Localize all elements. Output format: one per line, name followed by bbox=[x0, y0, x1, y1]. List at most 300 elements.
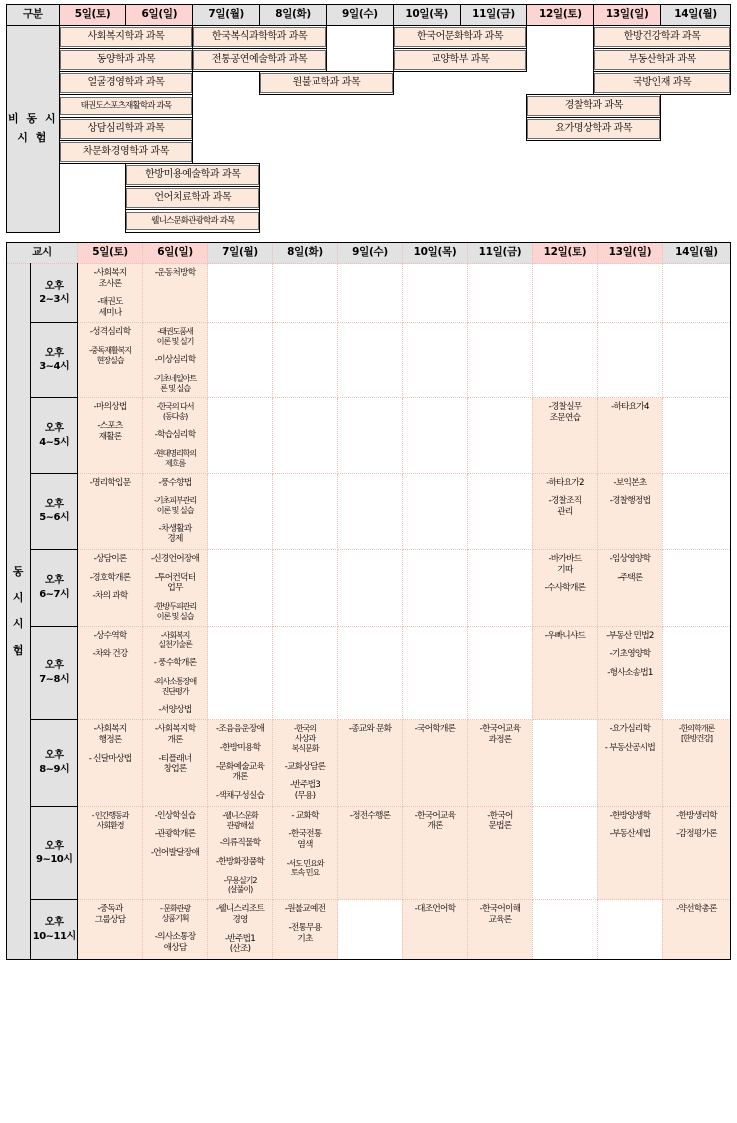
day-header-8: 12일(토) bbox=[532, 243, 597, 264]
async-empty-slot bbox=[527, 49, 594, 72]
exam-cell bbox=[208, 806, 273, 900]
day-header-10: 14일(월) bbox=[661, 5, 731, 26]
async-course-label: 부동산학과 과목 bbox=[594, 50, 730, 71]
exam-cell bbox=[143, 900, 208, 959]
day-header-2: 6일(일) bbox=[143, 243, 208, 264]
async-empty-slot bbox=[326, 187, 393, 210]
exam-cell bbox=[597, 550, 662, 627]
exam-course-item: -종교와 문화 bbox=[348, 724, 392, 735]
exam-course-item: -국어학개론 bbox=[414, 724, 456, 735]
exam-course-item: -형사소송법1 bbox=[607, 667, 653, 678]
exam-course-item: -부동산 민법2 bbox=[606, 630, 654, 641]
table-header-row bbox=[7, 5, 731, 26]
exam-cell bbox=[597, 473, 662, 550]
exam-cell bbox=[143, 720, 208, 806]
exam-cell bbox=[143, 264, 208, 323]
async-course-slot bbox=[260, 72, 394, 95]
exam-course-item: -요가심리학 bbox=[609, 724, 651, 735]
exam-course-item: -중독재활복지 현장실습 bbox=[88, 345, 132, 365]
day-header-1: 5일(토) bbox=[78, 243, 143, 264]
exam-cell bbox=[273, 720, 338, 806]
exam-cell bbox=[402, 900, 467, 959]
exam-course-item: -중독과 그룹상담 bbox=[94, 904, 126, 925]
async-course-slot bbox=[59, 118, 193, 141]
exam-course-item: -스포츠 재활론 bbox=[97, 421, 123, 442]
exam-course-item: -이상심리학 bbox=[154, 355, 196, 366]
async-empty-slot bbox=[59, 187, 126, 210]
exam-course-item: -운동처방학 bbox=[154, 268, 196, 278]
async-course-label: 요가명상학과 과목 bbox=[527, 119, 660, 140]
exam-course-item: -사회복지학 개론 bbox=[154, 724, 196, 745]
async-empty-slot bbox=[393, 187, 460, 210]
async-course-slot bbox=[594, 49, 731, 72]
async-empty-slot bbox=[594, 210, 661, 233]
async-empty-slot bbox=[326, 118, 393, 141]
exam-cell-empty bbox=[402, 323, 467, 398]
async-course-label: 태권도스포츠재활학과 과목 bbox=[60, 97, 193, 116]
async-course-label: 한방미용예술학과 과목 bbox=[126, 165, 259, 186]
exam-cell bbox=[597, 720, 662, 806]
async-empty-slot bbox=[460, 210, 527, 233]
exam-course-item: - 교화학 bbox=[291, 810, 319, 821]
async-empty-slot bbox=[326, 210, 393, 233]
exam-course-item: -기초피부관리 이론 및 실습 bbox=[153, 495, 197, 515]
day-header-9: 13일(일) bbox=[594, 5, 661, 26]
day-header-3: 7일(월) bbox=[208, 243, 273, 264]
async-course-slot bbox=[527, 95, 661, 118]
exam-cell-empty bbox=[402, 264, 467, 323]
async-empty-slot bbox=[527, 141, 594, 164]
async-empty-slot bbox=[326, 141, 393, 164]
exam-course-item: -한국어교육 과정론 bbox=[479, 724, 521, 745]
exam-course-item: -차의 과학 bbox=[92, 591, 128, 602]
exam-course-item: -무용실기2 (살풀이) bbox=[223, 874, 257, 895]
exam-cell-empty bbox=[208, 626, 273, 720]
exam-course-item: -경찰행정법 bbox=[609, 496, 651, 507]
exam-course-item: -현대명리학의 제흐름 bbox=[153, 447, 197, 468]
exam-cell bbox=[143, 473, 208, 550]
day-header-6: 10일(목) bbox=[402, 243, 467, 264]
async-empty-slot bbox=[393, 95, 460, 118]
async-empty-slot bbox=[661, 141, 731, 164]
exam-cell-empty bbox=[208, 398, 273, 473]
exam-cell-empty bbox=[402, 550, 467, 627]
exam-cell-empty bbox=[338, 264, 403, 323]
async-empty-slot bbox=[260, 95, 327, 118]
exam-cell-empty bbox=[338, 626, 403, 720]
exam-course-item: - 문화관광 상품기획 bbox=[159, 903, 191, 924]
async-empty-slot bbox=[260, 164, 327, 187]
day-header-5: 9일(수) bbox=[326, 5, 393, 26]
exam-cell-empty bbox=[532, 720, 597, 806]
period-row bbox=[7, 398, 731, 473]
async-row bbox=[7, 95, 731, 118]
async-empty-slot bbox=[460, 118, 527, 141]
exam-course-item: -한국어이해 교육론 bbox=[479, 904, 521, 925]
exam-course-item: -성격심리학 bbox=[89, 327, 131, 338]
exam-course-item: -한방화장품학 bbox=[215, 857, 265, 868]
exam-cell bbox=[143, 806, 208, 900]
async-empty-slot bbox=[260, 118, 327, 141]
async-course-slot bbox=[59, 72, 193, 95]
exam-course-item: -의사소통장애 진단평가 bbox=[153, 675, 197, 696]
async-empty-slot bbox=[661, 187, 731, 210]
day-header-7: 11일(금) bbox=[460, 5, 527, 26]
exam-cell-empty bbox=[338, 900, 403, 959]
table1-corner-label: 구분 bbox=[7, 5, 60, 26]
exam-cell bbox=[597, 806, 662, 900]
exam-course-item: -반주법3 (무용) bbox=[289, 780, 321, 802]
async-course-label: 국방인재 과목 bbox=[594, 73, 730, 94]
async-course-slot bbox=[126, 210, 260, 233]
exam-cell bbox=[273, 900, 338, 959]
exam-course-item: -한국어교육 개론 bbox=[414, 810, 456, 832]
async-empty-slot bbox=[527, 26, 594, 49]
exam-cell-empty bbox=[662, 550, 730, 627]
async-section-label: 비 동 시 시 험 bbox=[7, 26, 60, 233]
exam-course-item: -한의학개론 [한방건강] bbox=[678, 723, 715, 744]
exam-course-item: -색채구성실습 bbox=[215, 790, 265, 801]
exam-cell-empty bbox=[467, 398, 532, 473]
exam-cell bbox=[532, 398, 597, 473]
async-course-slot bbox=[126, 187, 260, 210]
exam-cell-empty bbox=[208, 550, 273, 627]
async-course-label: 원불교학과 과목 bbox=[260, 73, 393, 94]
async-course-label: 상담심리학과 과목 bbox=[60, 119, 193, 140]
async-empty-slot bbox=[326, 26, 393, 49]
async-course-label: 언어치료학과 과목 bbox=[126, 188, 259, 209]
exam-cell bbox=[532, 550, 597, 627]
sync-section-label: 동 시 시 험 bbox=[7, 264, 31, 960]
async-empty-slot bbox=[193, 118, 260, 141]
exam-cell-empty bbox=[467, 550, 532, 627]
sync-exam-table bbox=[6, 242, 731, 960]
exam-cell bbox=[467, 806, 532, 900]
exam-course-item: -기초네일아트 론 및 실습 bbox=[153, 372, 197, 393]
async-empty-slot bbox=[460, 95, 527, 118]
exam-cell-empty bbox=[273, 323, 338, 398]
exam-course-item: -수사학개론 bbox=[544, 583, 586, 594]
exam-cell bbox=[78, 264, 143, 323]
exam-cell bbox=[78, 550, 143, 627]
day-header-2: 6일(일) bbox=[126, 5, 193, 26]
exam-course-item: -서도 민요와 토속 민요 bbox=[286, 857, 324, 878]
exam-course-item: -경찰조직 관리 bbox=[548, 496, 582, 517]
exam-cell bbox=[78, 900, 143, 959]
async-course-label: 차문화경영학과 과목 bbox=[60, 142, 193, 163]
period-label-7: 오후 8~9시 bbox=[31, 720, 78, 806]
exam-cell-empty bbox=[532, 806, 597, 900]
exam-course-item: -경찰실무 조문연습 bbox=[548, 402, 582, 424]
day-header-8: 12일(토) bbox=[527, 5, 594, 26]
exam-cell bbox=[78, 398, 143, 473]
exam-cell-empty bbox=[662, 473, 730, 550]
exam-course-item: -사회복지 행정론 bbox=[93, 724, 127, 745]
async-empty-slot bbox=[59, 210, 126, 233]
async-empty-slot bbox=[460, 141, 527, 164]
period-label-9: 오후 10~11시 bbox=[31, 900, 78, 959]
exam-course-item: -한방생리학 bbox=[676, 810, 717, 821]
day-header-4: 8일(화) bbox=[260, 5, 327, 26]
exam-cell bbox=[662, 720, 730, 806]
async-empty-slot bbox=[460, 72, 527, 95]
exam-course-item: -원불교예전 bbox=[284, 904, 326, 915]
exam-course-item: -문화예술교육 개론 bbox=[215, 761, 265, 783]
async-empty-slot bbox=[260, 187, 327, 210]
async-course-label: 경찰학과 과목 bbox=[527, 96, 660, 117]
exam-course-item: -웰니스문화 관광해설 bbox=[222, 809, 258, 830]
day-header-3: 7일(월) bbox=[193, 5, 260, 26]
table2-corner-label: 교시 bbox=[7, 243, 78, 264]
async-course-slot bbox=[393, 26, 527, 49]
async-empty-slot bbox=[527, 164, 594, 187]
exam-cell bbox=[208, 720, 273, 806]
async-empty-slot bbox=[193, 72, 260, 95]
exam-cell-empty bbox=[338, 398, 403, 473]
exam-course-item: -마의상법 bbox=[93, 402, 127, 413]
async-empty-slot bbox=[326, 95, 393, 118]
exam-course-item: - 부동산공시법 bbox=[604, 742, 656, 753]
async-course-slot bbox=[594, 72, 731, 95]
exam-cell bbox=[78, 720, 143, 806]
async-empty-slot bbox=[527, 210, 594, 233]
day-header-9: 13일(일) bbox=[597, 243, 662, 264]
exam-cell-empty bbox=[402, 398, 467, 473]
async-row bbox=[7, 118, 731, 141]
async-course-label: 한방건강학과 과목 bbox=[594, 27, 730, 48]
async-empty-slot bbox=[661, 210, 731, 233]
async-course-label: 얼굴경영학과 과목 bbox=[60, 73, 193, 94]
exam-cell bbox=[143, 550, 208, 627]
async-course-slot bbox=[59, 141, 193, 164]
exam-cell bbox=[338, 806, 403, 900]
exam-course-item: -태권도 세미나 bbox=[97, 297, 123, 318]
async-empty-slot bbox=[661, 95, 731, 118]
async-row bbox=[7, 210, 731, 233]
exam-cell bbox=[597, 626, 662, 720]
async-course-slot bbox=[393, 49, 527, 72]
exam-cell bbox=[467, 900, 532, 959]
exam-course-item: -한방미용학 bbox=[219, 742, 261, 753]
exam-cell-empty bbox=[662, 323, 730, 398]
async-course-label: 웰니스문화관광학과 과목 bbox=[126, 212, 259, 231]
exam-cell-empty bbox=[467, 323, 532, 398]
async-course-label: 한국복식과학학과 과목 bbox=[193, 27, 326, 48]
async-row bbox=[7, 26, 731, 49]
async-row bbox=[7, 141, 731, 164]
exam-cell-empty bbox=[208, 264, 273, 323]
exam-course-item: -조음음운장애 bbox=[215, 724, 265, 735]
async-empty-slot bbox=[393, 141, 460, 164]
exam-course-item: -한방양생학 bbox=[609, 810, 651, 821]
exam-cell-empty bbox=[338, 550, 403, 627]
async-empty-slot bbox=[594, 187, 661, 210]
exam-cell bbox=[78, 806, 143, 900]
exam-course-item: -명리학입문 bbox=[89, 477, 131, 488]
async-empty-slot bbox=[326, 164, 393, 187]
exam-cell bbox=[402, 720, 467, 806]
exam-course-item: -의사소통장 애상담 bbox=[154, 932, 196, 953]
async-exam-table bbox=[6, 4, 731, 233]
exam-cell-empty bbox=[402, 626, 467, 720]
async-course-slot bbox=[527, 118, 661, 141]
exam-course-item: -한국의 다서 (동다송) bbox=[156, 401, 194, 422]
async-course-label: 한국어문화학과 과목 bbox=[394, 27, 527, 48]
async-row bbox=[7, 49, 731, 72]
exam-cell-empty bbox=[597, 264, 662, 323]
exam-course-item: -한국전통 염색 bbox=[288, 829, 322, 850]
exam-cell-empty bbox=[273, 398, 338, 473]
exam-cell bbox=[78, 626, 143, 720]
exam-course-item: -웰니스리조트 경영 bbox=[215, 904, 265, 925]
exam-cell-empty bbox=[273, 264, 338, 323]
async-row bbox=[7, 164, 731, 187]
exam-cell-empty bbox=[467, 473, 532, 550]
period-row bbox=[7, 626, 731, 720]
day-header-6: 10일(목) bbox=[393, 5, 460, 26]
exam-course-item: -보익본초 bbox=[613, 477, 647, 488]
period-label-4: 오후 5~6시 bbox=[31, 473, 78, 550]
exam-course-item: -상담이론 bbox=[93, 554, 127, 565]
exam-cell-empty bbox=[532, 900, 597, 959]
exam-cell bbox=[143, 626, 208, 720]
exam-cell-empty bbox=[662, 626, 730, 720]
exam-course-item: -기초영양학 bbox=[609, 649, 651, 660]
exam-course-item: -하타요가2 bbox=[546, 477, 584, 488]
exam-cell-empty bbox=[273, 626, 338, 720]
async-row bbox=[7, 187, 731, 210]
async-course-label: 동양학과 과목 bbox=[60, 50, 193, 71]
exam-cell bbox=[597, 398, 662, 473]
exam-cell bbox=[78, 323, 143, 398]
exam-course-item: -신경언어장애 bbox=[150, 554, 200, 565]
async-course-slot bbox=[126, 164, 260, 187]
exam-cell-empty bbox=[338, 323, 403, 398]
async-empty-slot bbox=[260, 141, 327, 164]
async-course-label: 교양학부 과목 bbox=[394, 50, 527, 71]
async-empty-slot bbox=[527, 187, 594, 210]
exam-course-item: -상수역학 bbox=[93, 630, 127, 641]
exam-course-item: -관광학개론 bbox=[154, 829, 196, 840]
exam-course-item: -한방두피관리 이론 및 실습 bbox=[153, 600, 197, 621]
exam-course-item: - 풍수학개론 bbox=[153, 658, 197, 669]
exam-cell bbox=[662, 900, 730, 959]
day-header-7: 11일(금) bbox=[467, 243, 532, 264]
exam-course-item: -부동산세법 bbox=[609, 829, 651, 840]
async-row bbox=[7, 72, 731, 95]
period-label-8: 오후 9~10시 bbox=[31, 806, 78, 900]
exam-course-item: -전통무용 기초 bbox=[288, 922, 322, 944]
exam-course-item: -차와 건강 bbox=[92, 649, 128, 660]
period-row bbox=[7, 720, 731, 806]
day-header-4: 8일(화) bbox=[273, 243, 338, 264]
async-course-slot bbox=[59, 26, 193, 49]
exam-course-item: -하타요가4 bbox=[611, 402, 649, 413]
exam-cell-empty bbox=[662, 398, 730, 473]
exam-cell bbox=[467, 720, 532, 806]
exam-cell bbox=[273, 806, 338, 900]
exam-cell-empty bbox=[208, 323, 273, 398]
exam-course-item: -풍수향법 bbox=[158, 477, 192, 488]
day-header-10: 14일(월) bbox=[662, 243, 730, 264]
period-row bbox=[7, 264, 731, 323]
async-empty-slot bbox=[393, 164, 460, 187]
exam-cell-empty bbox=[402, 473, 467, 550]
exam-course-item: -한국어 문법론 bbox=[487, 810, 513, 832]
async-empty-slot bbox=[260, 210, 327, 233]
exam-cell-empty bbox=[273, 550, 338, 627]
table-header-row bbox=[7, 243, 731, 264]
async-empty-slot bbox=[393, 210, 460, 233]
exam-cell bbox=[532, 473, 597, 550]
async-empty-slot bbox=[393, 72, 460, 95]
exam-course-item: -티플래너 창업론 bbox=[158, 753, 192, 775]
exam-cell-empty bbox=[208, 473, 273, 550]
period-row bbox=[7, 323, 731, 398]
async-empty-slot bbox=[527, 72, 594, 95]
async-course-slot bbox=[193, 49, 327, 72]
exam-cell bbox=[338, 720, 403, 806]
exam-course-item: -바가바드 기따 bbox=[548, 554, 582, 575]
exam-cell-empty bbox=[532, 264, 597, 323]
exam-course-item: -감정평가론 bbox=[676, 829, 717, 840]
async-course-slot bbox=[59, 95, 193, 118]
exam-cell-empty bbox=[597, 323, 662, 398]
exam-course-item: -언어발달장애 bbox=[150, 847, 200, 858]
exam-course-item: -차생활과 경제 bbox=[158, 523, 192, 545]
async-course-label: 전통공연예술학과 과목 bbox=[193, 50, 326, 71]
exam-course-item: -사회복지 실천기술론 bbox=[158, 629, 192, 650]
exam-course-item: -학습심리학 bbox=[154, 430, 196, 441]
exam-cell bbox=[78, 473, 143, 550]
exam-course-item: -한국의 사상과 복식문화 bbox=[291, 723, 319, 753]
exam-cell-empty bbox=[662, 264, 730, 323]
async-empty-slot bbox=[661, 164, 731, 187]
async-empty-slot bbox=[193, 95, 260, 118]
exam-cell-empty bbox=[597, 900, 662, 959]
exam-cell-empty bbox=[467, 264, 532, 323]
exam-course-item: - 인간행동과 사회환경 bbox=[91, 809, 129, 830]
exam-cell bbox=[208, 900, 273, 959]
period-label-6: 오후 7~8시 bbox=[31, 626, 78, 720]
exam-course-item: -약선학총론 bbox=[676, 904, 717, 915]
period-label-5: 오후 6~7시 bbox=[31, 550, 78, 627]
exam-course-item: -태권도품새 이론 및 실기 bbox=[156, 326, 194, 347]
exam-course-item: -주택론 bbox=[617, 572, 643, 583]
exam-course-item: -우빠니샤드 bbox=[544, 630, 586, 641]
exam-cell-empty bbox=[338, 473, 403, 550]
period-row bbox=[7, 473, 731, 550]
exam-course-item: -정전수행론 bbox=[349, 810, 391, 821]
async-empty-slot bbox=[460, 187, 527, 210]
period-label-1: 오후 2~3시 bbox=[31, 264, 78, 323]
exam-cell-empty bbox=[467, 626, 532, 720]
async-empty-slot bbox=[594, 164, 661, 187]
async-course-slot bbox=[594, 26, 731, 49]
exam-course-item: -반주법1 (산조) bbox=[224, 933, 256, 955]
exam-course-item: -투어컨덕터 업무 bbox=[154, 572, 196, 594]
exam-cell-empty bbox=[532, 323, 597, 398]
async-empty-slot bbox=[393, 118, 460, 141]
exam-course-item: -대조언어학 bbox=[414, 904, 456, 915]
exam-cell bbox=[143, 398, 208, 473]
period-label-3: 오후 4~5시 bbox=[31, 398, 78, 473]
exam-course-item: -경호학개론 bbox=[89, 572, 131, 583]
exam-cell-empty bbox=[273, 473, 338, 550]
exam-course-item: -인상학실습 bbox=[154, 810, 196, 821]
async-empty-slot bbox=[661, 118, 731, 141]
exam-course-item: - 신달마상법 bbox=[88, 753, 132, 764]
